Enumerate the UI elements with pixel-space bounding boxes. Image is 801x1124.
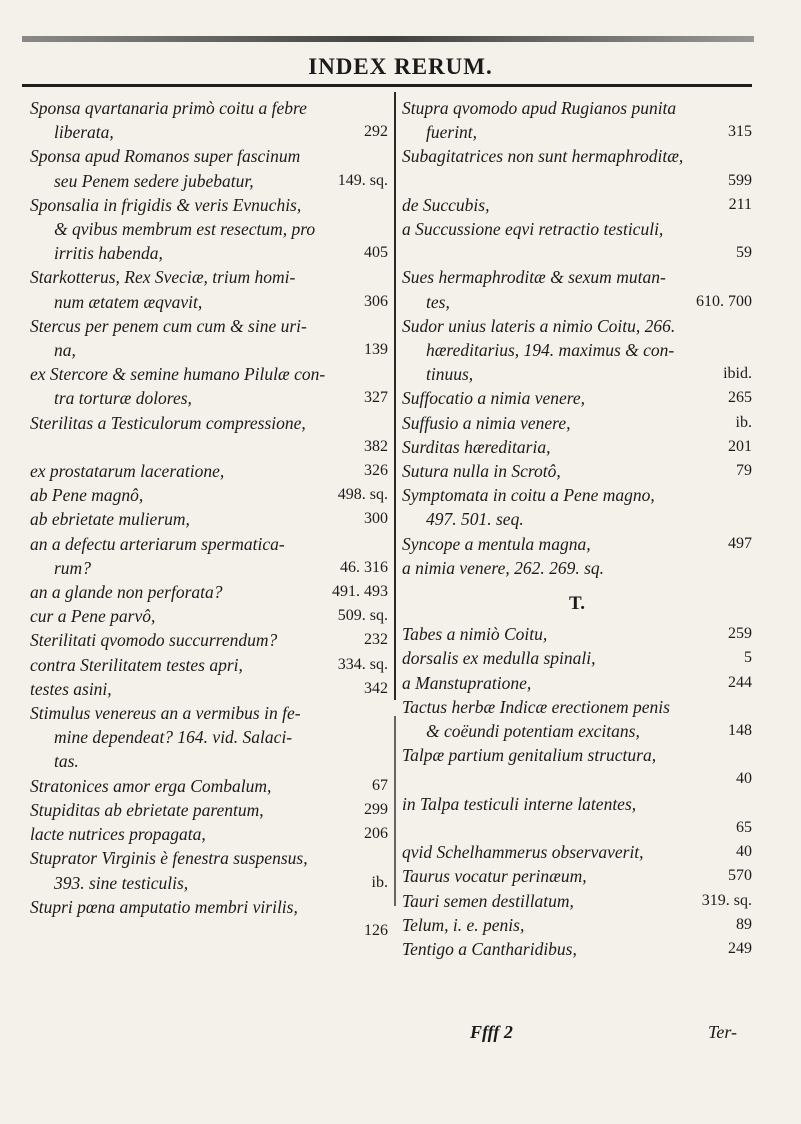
index-entry xyxy=(402,913,752,937)
column-divider-lower xyxy=(394,716,396,906)
index-entry xyxy=(30,96,388,144)
index-entry xyxy=(30,144,388,192)
index-entry xyxy=(402,144,752,192)
entry-text: Stupiditas ab ebrietate parentum, 299 xyxy=(30,798,388,822)
entry-text: 393. sine testiculis, ib. xyxy=(30,871,388,895)
entry-text: Taurus vocatur perinæum, 570 xyxy=(402,864,752,888)
entry-text: fuerint, 315 xyxy=(402,120,752,144)
page-reference: 201 xyxy=(728,437,752,455)
entry-text: Tauri semen destillatum, 319. sq. xyxy=(402,889,752,913)
index-entry xyxy=(402,411,752,435)
entry-text: num ætatem æqvavit, 306 xyxy=(30,290,388,314)
entry-text: qvid Schelhammerus observaverit, 40 xyxy=(402,840,752,864)
index-entry xyxy=(402,265,752,313)
page-reference: 46. 316 xyxy=(340,558,388,576)
page-reference: 292 xyxy=(364,123,388,141)
page-header: INDEX RERUM. xyxy=(308,54,493,79)
entry-text: tes, 610. 700 xyxy=(402,290,752,314)
entry-text: liberata, 292 xyxy=(30,120,388,144)
entry-text: Sterilitati qvomodo succurrendum? 232 xyxy=(30,628,388,652)
header-rule xyxy=(22,84,752,87)
entry-text: Symptomata in coitu a Pene magno, xyxy=(402,485,655,506)
index-entry xyxy=(402,217,752,265)
page-reference: 244 xyxy=(728,673,752,691)
entry-text: Stupri pœna amputatio membri virilis, xyxy=(30,896,298,917)
page-reference: 306 xyxy=(364,292,388,310)
page-reference: ib. xyxy=(735,413,752,431)
entry-text: rum? 46. 316 xyxy=(30,556,388,580)
page-reference: 211 xyxy=(728,195,752,213)
entry-text: & coëundi potentiam excitans, 148 xyxy=(402,719,752,743)
entry-text: hæreditarius, 194. maximus & con- xyxy=(426,340,675,361)
page-reference: 149. sq. xyxy=(337,171,388,189)
index-entry xyxy=(30,507,388,531)
page-reference: 299 xyxy=(364,800,388,818)
entry-text: ab Pene magnô, 498. sq. xyxy=(30,483,388,507)
section-letter: T. xyxy=(568,593,585,615)
entry-text: Tabes a nimiò Coitu, 259 xyxy=(402,622,752,646)
index-entry xyxy=(402,532,752,556)
index-entry xyxy=(30,653,388,677)
entry-text: Sponsa qvartanaria primò coitu a febre xyxy=(30,98,307,118)
entry-text: Sues hermaphroditæ & sexum mutan- xyxy=(402,267,666,288)
entry-text: Subagitatrices non sunt hermaphroditæ, xyxy=(402,146,684,167)
page-reference: 315 xyxy=(728,123,752,141)
index-entry xyxy=(30,677,388,701)
entry-text: seu Penem sedere jubebatur, 149. sq. xyxy=(30,169,388,193)
index-entry xyxy=(402,646,752,670)
entry-text: Sponsalia in frigidis & veris Evnuchis, xyxy=(30,194,302,215)
index-entry xyxy=(402,743,752,791)
page-reference: 65 xyxy=(736,818,752,836)
entry-text: tinuus, ibid. xyxy=(402,362,752,386)
index-entry xyxy=(402,792,752,840)
page-reference: 342 xyxy=(364,679,388,697)
index-entry xyxy=(30,580,388,604)
entry-text: Stupra qvomodo apud Rugianos punita xyxy=(402,98,677,118)
entry-text: dorsalis ex medulla spinali, 5 xyxy=(402,646,752,670)
entry-text: lacte nutrices propagata, 206 xyxy=(30,822,388,846)
entry-text: tra torturæ dolores, 327 xyxy=(30,386,388,410)
index-entry xyxy=(402,937,752,961)
entry-text: na, 139 xyxy=(30,338,388,362)
entry-text: Tentigo a Cantharidibus, 249 xyxy=(402,937,752,961)
entry-text: Tactus herbæ Indicæ erectionem penis xyxy=(402,696,670,717)
page-reference: 497 xyxy=(728,534,752,552)
page-reference: 40 xyxy=(736,770,752,788)
index-entry xyxy=(30,265,388,313)
entry-text: Sutura nulla in Scrotô, 79 xyxy=(402,459,752,483)
index-entry xyxy=(402,96,752,144)
page-reference: 265 xyxy=(728,389,752,407)
page-reference: 126 xyxy=(364,921,388,939)
entry-text: Sponsa apud Romanos super fascinum xyxy=(30,146,301,167)
index-entry xyxy=(402,556,752,580)
entry-text: a Succussione eqvi retractio testiculi, xyxy=(402,219,664,240)
index-entry xyxy=(30,895,388,943)
page-reference: 610. 700 xyxy=(696,292,752,310)
page-reference: 382 xyxy=(364,437,388,455)
page-reference: 491. 493 xyxy=(332,583,388,601)
entry-text: & qvibus membrum est resectum, pro xyxy=(54,219,316,240)
entry-text: 497. 501. seq. xyxy=(426,509,524,530)
index-entry xyxy=(402,193,752,217)
index-entry xyxy=(402,622,752,646)
page-reference: 259 xyxy=(728,625,752,643)
entry-text: cur a Pene parvô, 509. sq. xyxy=(30,604,388,628)
index-entry xyxy=(30,362,388,410)
entry-text: in Talpa testiculi interne latentes, xyxy=(402,793,637,814)
index-entry xyxy=(30,628,388,652)
index-entry xyxy=(30,193,388,266)
index-entry xyxy=(30,701,388,774)
entry-text: an a glande non perforata? 491. 493 xyxy=(30,580,388,604)
entry-text: ex prostatarum laceratione, 326 xyxy=(30,459,388,483)
page-reference: 249 xyxy=(728,939,752,957)
index-entry xyxy=(402,695,752,743)
entry-text: Telum, i. e. penis, 89 xyxy=(402,913,752,937)
index-entry xyxy=(402,386,752,410)
index-entry xyxy=(402,459,752,483)
page-reference: 232 xyxy=(364,631,388,649)
entry-text: contra Sterilitatem testes apri, 334. sq. xyxy=(30,653,388,677)
entry-text: Suffocatio a nimia venere, 265 xyxy=(402,386,752,410)
page-reference: 40 xyxy=(736,843,752,861)
signature-mark: Ffff 2 xyxy=(470,1022,513,1042)
index-entry xyxy=(30,798,388,822)
page-reference: 67 xyxy=(372,776,388,794)
entry-text: Stercus per penem cum cum & sine uri- xyxy=(30,315,307,336)
index-entry xyxy=(402,889,752,913)
page-reference: 319. sq. xyxy=(701,891,752,909)
entry-text: mine dependeat? 164. vid. Salaci- xyxy=(54,727,293,748)
page-reference: 327 xyxy=(364,389,388,407)
index-entry xyxy=(402,840,752,864)
entry-text: Sterilitas a Testiculorum compressione, xyxy=(30,412,306,433)
top-ornament-rule xyxy=(22,36,754,42)
left-column xyxy=(30,96,388,1046)
index-entry xyxy=(402,671,752,695)
index-entry xyxy=(30,532,388,580)
page-reference: 148 xyxy=(728,722,752,740)
index-entry xyxy=(30,822,388,846)
index-entry xyxy=(30,846,388,894)
index-entry xyxy=(402,314,752,387)
index-entry xyxy=(30,774,388,798)
entry-text: Stuprator Virginis è fenestra suspensus, xyxy=(30,848,308,869)
page-reference: ib. xyxy=(371,873,388,891)
index-entry xyxy=(30,459,388,483)
page-reference: 326 xyxy=(364,462,388,480)
entry-text: Stratonices amor erga Combalum, 67 xyxy=(30,774,388,798)
entry-text: Syncope a mentula magna, 497 xyxy=(402,532,752,556)
page-reference: 334. sq. xyxy=(337,655,388,673)
entry-text: Sudor unius lateris a nimio Coitu, 266. xyxy=(402,315,676,336)
index-entry xyxy=(402,864,752,888)
entry-text: an a defectu arteriarum spermatica- xyxy=(30,533,285,554)
entry-text: a nimia venere, 262. 269. sq. xyxy=(402,557,605,578)
index-entry xyxy=(30,314,388,362)
entry-text: a Manstupratione, 244 xyxy=(402,671,752,695)
page-reference: 405 xyxy=(364,244,388,262)
page-reference: 79 xyxy=(736,462,752,480)
index-entry xyxy=(30,483,388,507)
right-column xyxy=(402,96,752,1046)
page-reference: 599 xyxy=(728,171,752,189)
entry-text: de Succubis, 211 xyxy=(402,193,752,217)
page-reference: 89 xyxy=(736,915,752,933)
entry-text: ab ebrietate mulierum, 300 xyxy=(30,507,388,531)
page-reference: ibid. xyxy=(723,365,752,383)
index-entry xyxy=(402,435,752,459)
entry-text: Suffusio a nimia venere, ib. xyxy=(402,411,752,435)
entry-text: Starkotterus, Rex Sveciæ, trium homi- xyxy=(30,267,296,288)
entry-text: irritis habenda, 405 xyxy=(30,241,388,265)
column-divider xyxy=(394,92,396,700)
entry-text: ex Stercore & semine humano Pilulæ con- xyxy=(30,364,326,385)
index-entry xyxy=(30,604,388,628)
entry-text: Stimulus venereus an a vermibus in fe- xyxy=(30,703,301,724)
page-reference: 5 xyxy=(744,649,752,667)
page-reference: 300 xyxy=(364,510,388,528)
page-reference: 509. sq. xyxy=(337,607,388,625)
page-reference: 139 xyxy=(364,341,388,359)
page-reference: 206 xyxy=(364,825,388,843)
page-reference: 570 xyxy=(728,867,752,885)
entry-text: tas. xyxy=(54,751,79,772)
page-reference: 498. sq. xyxy=(337,486,388,504)
catchword: Ter- xyxy=(708,1022,737,1042)
entry-text: Surditas hæreditaria, 201 xyxy=(402,435,752,459)
page-reference: 59 xyxy=(736,244,752,262)
entry-text: Talpæ partium genitalium structura, xyxy=(402,745,657,766)
index-entry xyxy=(30,411,388,459)
entry-text: testes asini, 342 xyxy=(30,677,388,701)
index-entry xyxy=(402,483,752,531)
